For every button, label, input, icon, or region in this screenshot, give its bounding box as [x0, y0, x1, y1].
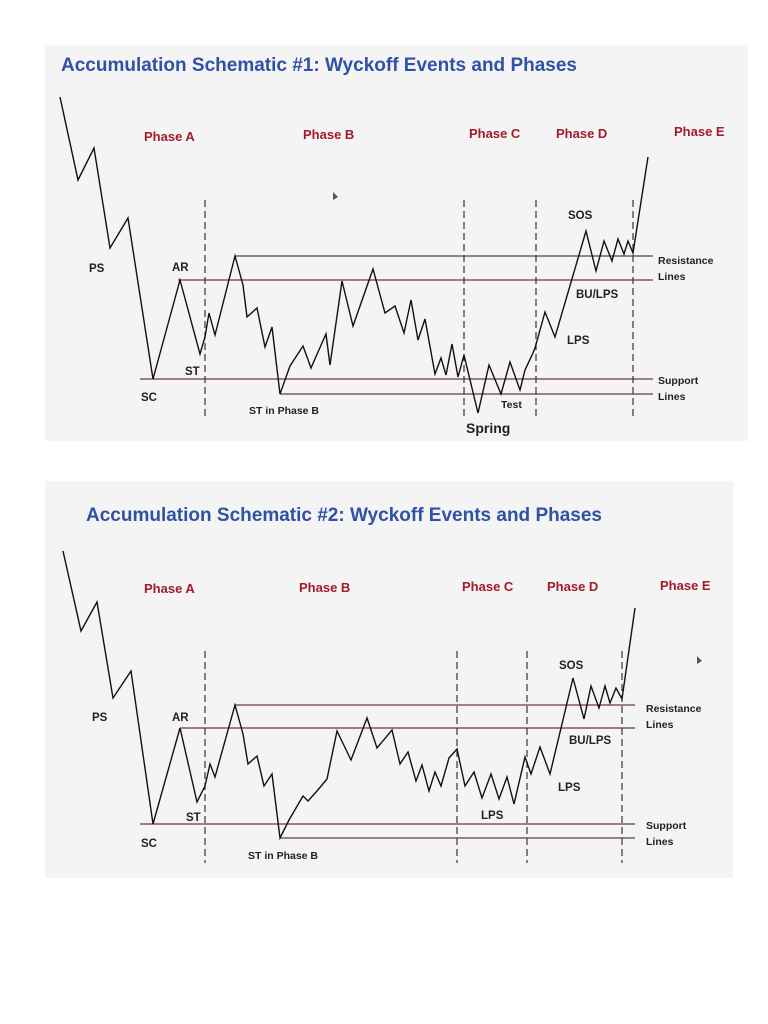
- st-label: ST: [185, 366, 200, 378]
- st-in-phase-b-label: ST in Phase B: [249, 405, 320, 417]
- resistance-label: Resistance: [646, 703, 702, 715]
- test-label: Test: [501, 399, 522, 411]
- ar-label: AR: [172, 712, 189, 724]
- sc-label: SC: [141, 838, 157, 850]
- schematic-2-panel: [45, 481, 733, 878]
- lps-phase-c-label: LPS: [481, 810, 504, 822]
- cursor-icon: [333, 192, 338, 200]
- phase-a-label: Phase A: [144, 581, 195, 596]
- phase-d-label: Phase D: [556, 126, 608, 141]
- bu-lps-label: BU/LPS: [576, 289, 619, 301]
- schematic-1-panel: [45, 45, 748, 441]
- support-lines-label: Lines: [646, 836, 674, 848]
- st-in-phase-b-label: ST in Phase B: [248, 850, 319, 862]
- ar-label: AR: [172, 262, 189, 274]
- schematic-1-diagram: [45, 45, 748, 441]
- schematic-2-title: Accumulation Schematic #2: Wyckoff Events and Phases: [86, 505, 602, 526]
- phase-b-label: Phase B: [303, 127, 355, 142]
- phase-e-label: Phase E: [660, 578, 711, 593]
- support-lines-label: Lines: [658, 391, 686, 403]
- price-path: [60, 97, 648, 413]
- sc-label: SC: [141, 392, 157, 404]
- phase-c-label: Phase C: [469, 126, 521, 141]
- schematic-2-diagram: [45, 481, 733, 878]
- support-label: Support: [658, 375, 699, 387]
- cursor-icon: [697, 656, 702, 664]
- ps-label: PS: [92, 712, 108, 724]
- sos-label: SOS: [568, 210, 593, 222]
- phase-a-label: Phase A: [144, 129, 195, 144]
- resistance-lines-label: Lines: [646, 719, 674, 731]
- support-label: Support: [646, 820, 687, 832]
- phase-e-label: Phase E: [674, 124, 725, 139]
- bu-lps-label: BU/LPS: [569, 735, 612, 747]
- phase-d-label: Phase D: [547, 579, 599, 594]
- lps-label: LPS: [567, 335, 590, 347]
- schematic-1-title: Accumulation Schematic #1: Wyckoff Events and Phases: [61, 55, 577, 76]
- spring-label: Spring: [466, 420, 511, 436]
- st-label: ST: [186, 812, 201, 824]
- ps-label: PS: [89, 263, 105, 275]
- sos-label: SOS: [559, 660, 584, 672]
- phase-c-label: Phase C: [462, 579, 514, 594]
- phase-b-label: Phase B: [299, 580, 351, 595]
- resistance-lines-label: Lines: [658, 271, 686, 283]
- lps-phase-d-label: LPS: [558, 782, 581, 794]
- resistance-label: Resistance: [658, 255, 714, 267]
